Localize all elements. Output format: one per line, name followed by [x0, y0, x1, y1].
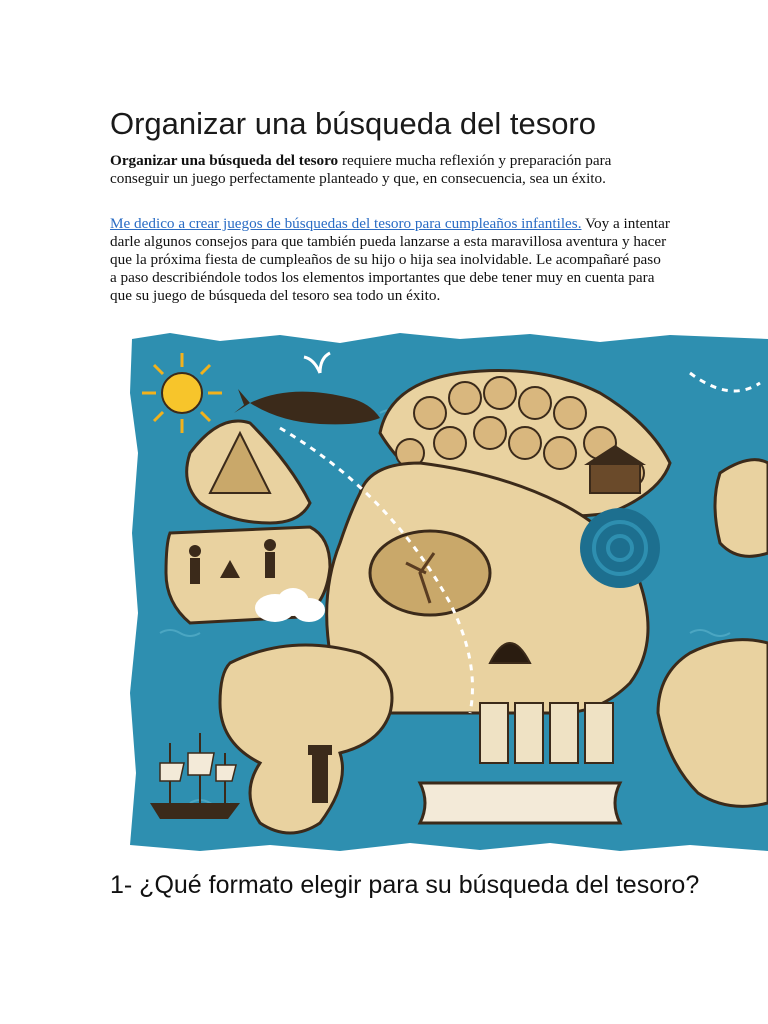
intro-paragraph [110, 152, 670, 188]
scroll-banner [420, 783, 620, 823]
section-heading: 1- ¿Qué formato elegir para su búsqueda del tesoro? [110, 871, 700, 899]
sun-icon [142, 353, 222, 433]
second-paragraph-text: Voy a intentar darle algunos consejos para que también pueda lanzarse a esta maravillosa aventura y hacer que la próxima fiesta de cumpleaños de su hijo o hija sea inolvidable. Le acompañaré paso a paso describiéndole todos los elementos importantes que debe tener muy en cuenta para que su juego de búsqueda del tesoro sea todo un éxito. [110, 215, 670, 304]
treasure-map-illustration [130, 333, 768, 851]
intro-bold-text: Organizar una búsqueda del tesoro [110, 152, 339, 169]
intro-text: requiere mucha reflexión y preparación para conseguir un juego perfectamente planteado y que, en consecuencia, sea un éxito. [110, 152, 612, 187]
page-title: Organizar una búsqueda del tesoro [110, 106, 596, 141]
treasure-hunt-link[interactable]: Me dedico a crear juegos de búsquedas del tesoro para cumpleaños infantiles. [110, 215, 582, 232]
second-paragraph [110, 215, 670, 305]
right-upper-island [715, 460, 768, 557]
